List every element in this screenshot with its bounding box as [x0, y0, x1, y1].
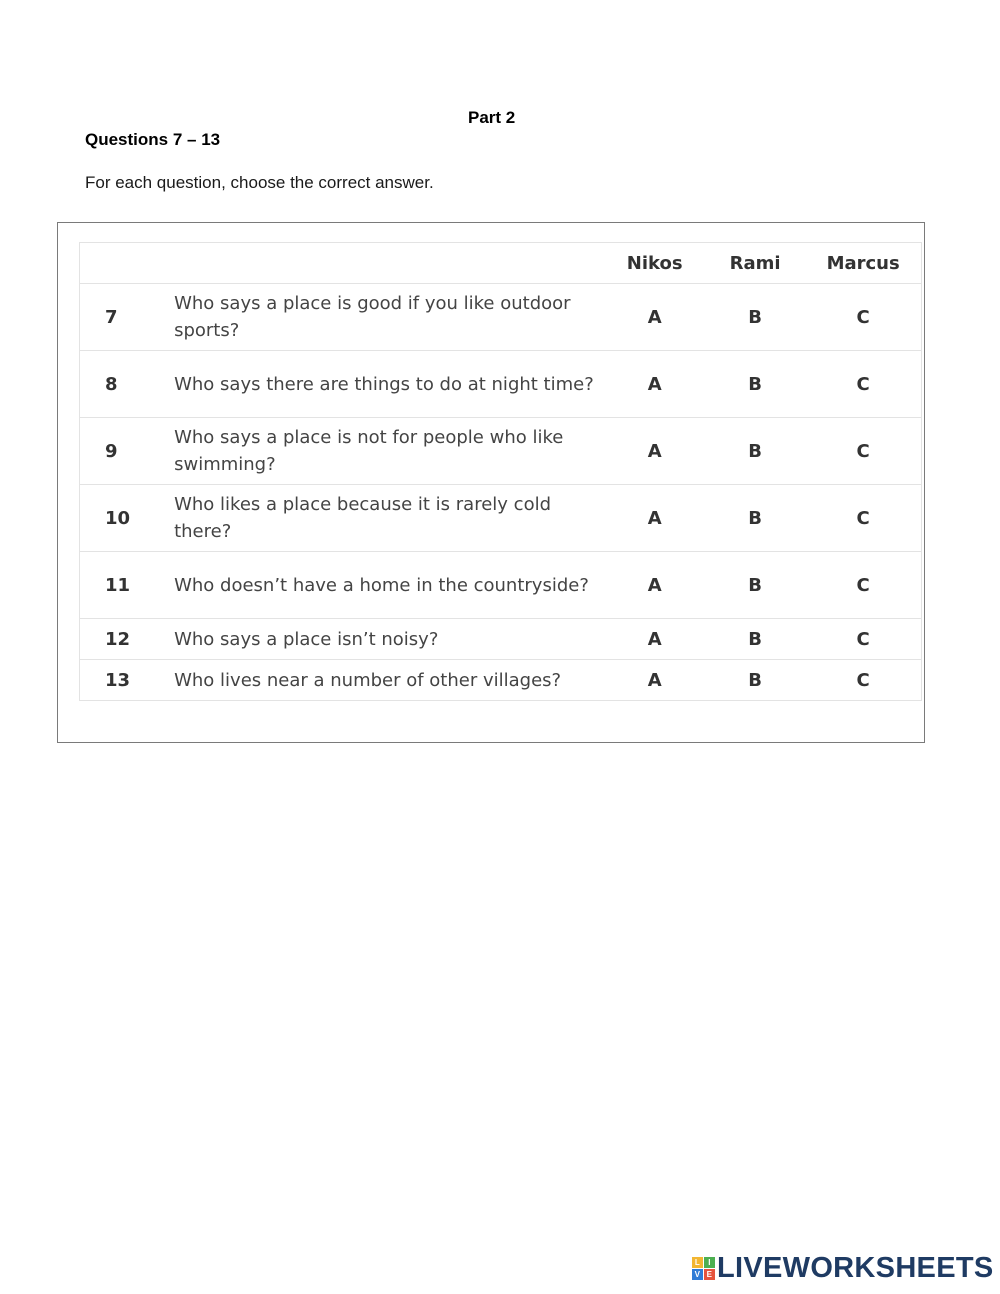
logo-text: LIVEWORKSHEETS [717, 1252, 994, 1284]
option-a[interactable]: A [604, 660, 705, 701]
option-c[interactable]: C [805, 552, 921, 619]
option-b[interactable]: B [705, 351, 805, 418]
option-c[interactable]: C [805, 660, 921, 701]
option-a[interactable]: A [604, 552, 705, 619]
option-c[interactable]: C [805, 351, 921, 418]
questions-table-frame [57, 222, 925, 743]
question-text: Who says a place isn’t noisy? [174, 619, 604, 660]
header-nikos: Nikos [604, 243, 705, 284]
question-number: 13 [80, 660, 175, 701]
question-text: Who says there are things to do at night time? [174, 351, 604, 418]
header-marcus: Marcus [805, 243, 921, 284]
option-c[interactable]: C [805, 418, 921, 485]
table-row [80, 552, 922, 619]
option-b[interactable]: B [705, 552, 805, 619]
instruction-text: For each question, choose the correct answer. [85, 173, 434, 192]
option-a[interactable]: A [604, 284, 705, 351]
question-text: Who doesn’t have a home in the countryside? [174, 552, 604, 619]
option-b[interactable]: B [705, 485, 805, 552]
question-number: 10 [80, 485, 175, 552]
option-a[interactable]: A [604, 351, 705, 418]
option-a[interactable]: A [604, 418, 705, 485]
question-number: 7 [80, 284, 175, 351]
table-row [80, 619, 922, 660]
question-text: Who says a place is good if you like outdoor sports? [174, 284, 604, 351]
option-b[interactable]: B [705, 418, 805, 485]
liveworksheets-logo-mark-icon [692, 1257, 715, 1280]
header-cell-number [80, 243, 175, 284]
header-cell-question [174, 243, 604, 284]
questions-heading: Questions 7 – 13 [85, 130, 221, 149]
option-c[interactable]: C [805, 284, 921, 351]
liveworksheets-logo [692, 1252, 994, 1285]
logo-mark-letter: E [704, 1269, 715, 1280]
option-a[interactable]: A [604, 485, 705, 552]
question-text: Who likes a place because it is rarely cold there? [174, 485, 604, 552]
table-row [80, 660, 922, 701]
part-title: Part 2 [468, 108, 516, 127]
option-c[interactable]: C [805, 485, 921, 552]
table-row [80, 418, 922, 485]
table-row [80, 284, 922, 351]
table-header-row [80, 243, 922, 284]
option-a[interactable]: A [604, 619, 705, 660]
logo-mark-letter: V [692, 1269, 703, 1280]
option-b[interactable]: B [705, 660, 805, 701]
header-rami: Rami [705, 243, 805, 284]
question-text: Who lives near a number of other villages? [174, 660, 604, 701]
option-c[interactable]: C [805, 619, 921, 660]
option-b[interactable]: B [705, 619, 805, 660]
logo-mark-letter: I [704, 1257, 715, 1268]
table-row [80, 485, 922, 552]
option-b[interactable]: B [705, 284, 805, 351]
question-number: 12 [80, 619, 175, 660]
question-number: 9 [80, 418, 175, 485]
question-text: Who says a place is not for people who like swimming? [174, 418, 604, 485]
table-row [80, 351, 922, 418]
questions-table [79, 242, 922, 701]
question-number: 11 [80, 552, 175, 619]
logo-mark-letter: L [692, 1257, 703, 1268]
question-number: 8 [80, 351, 175, 418]
